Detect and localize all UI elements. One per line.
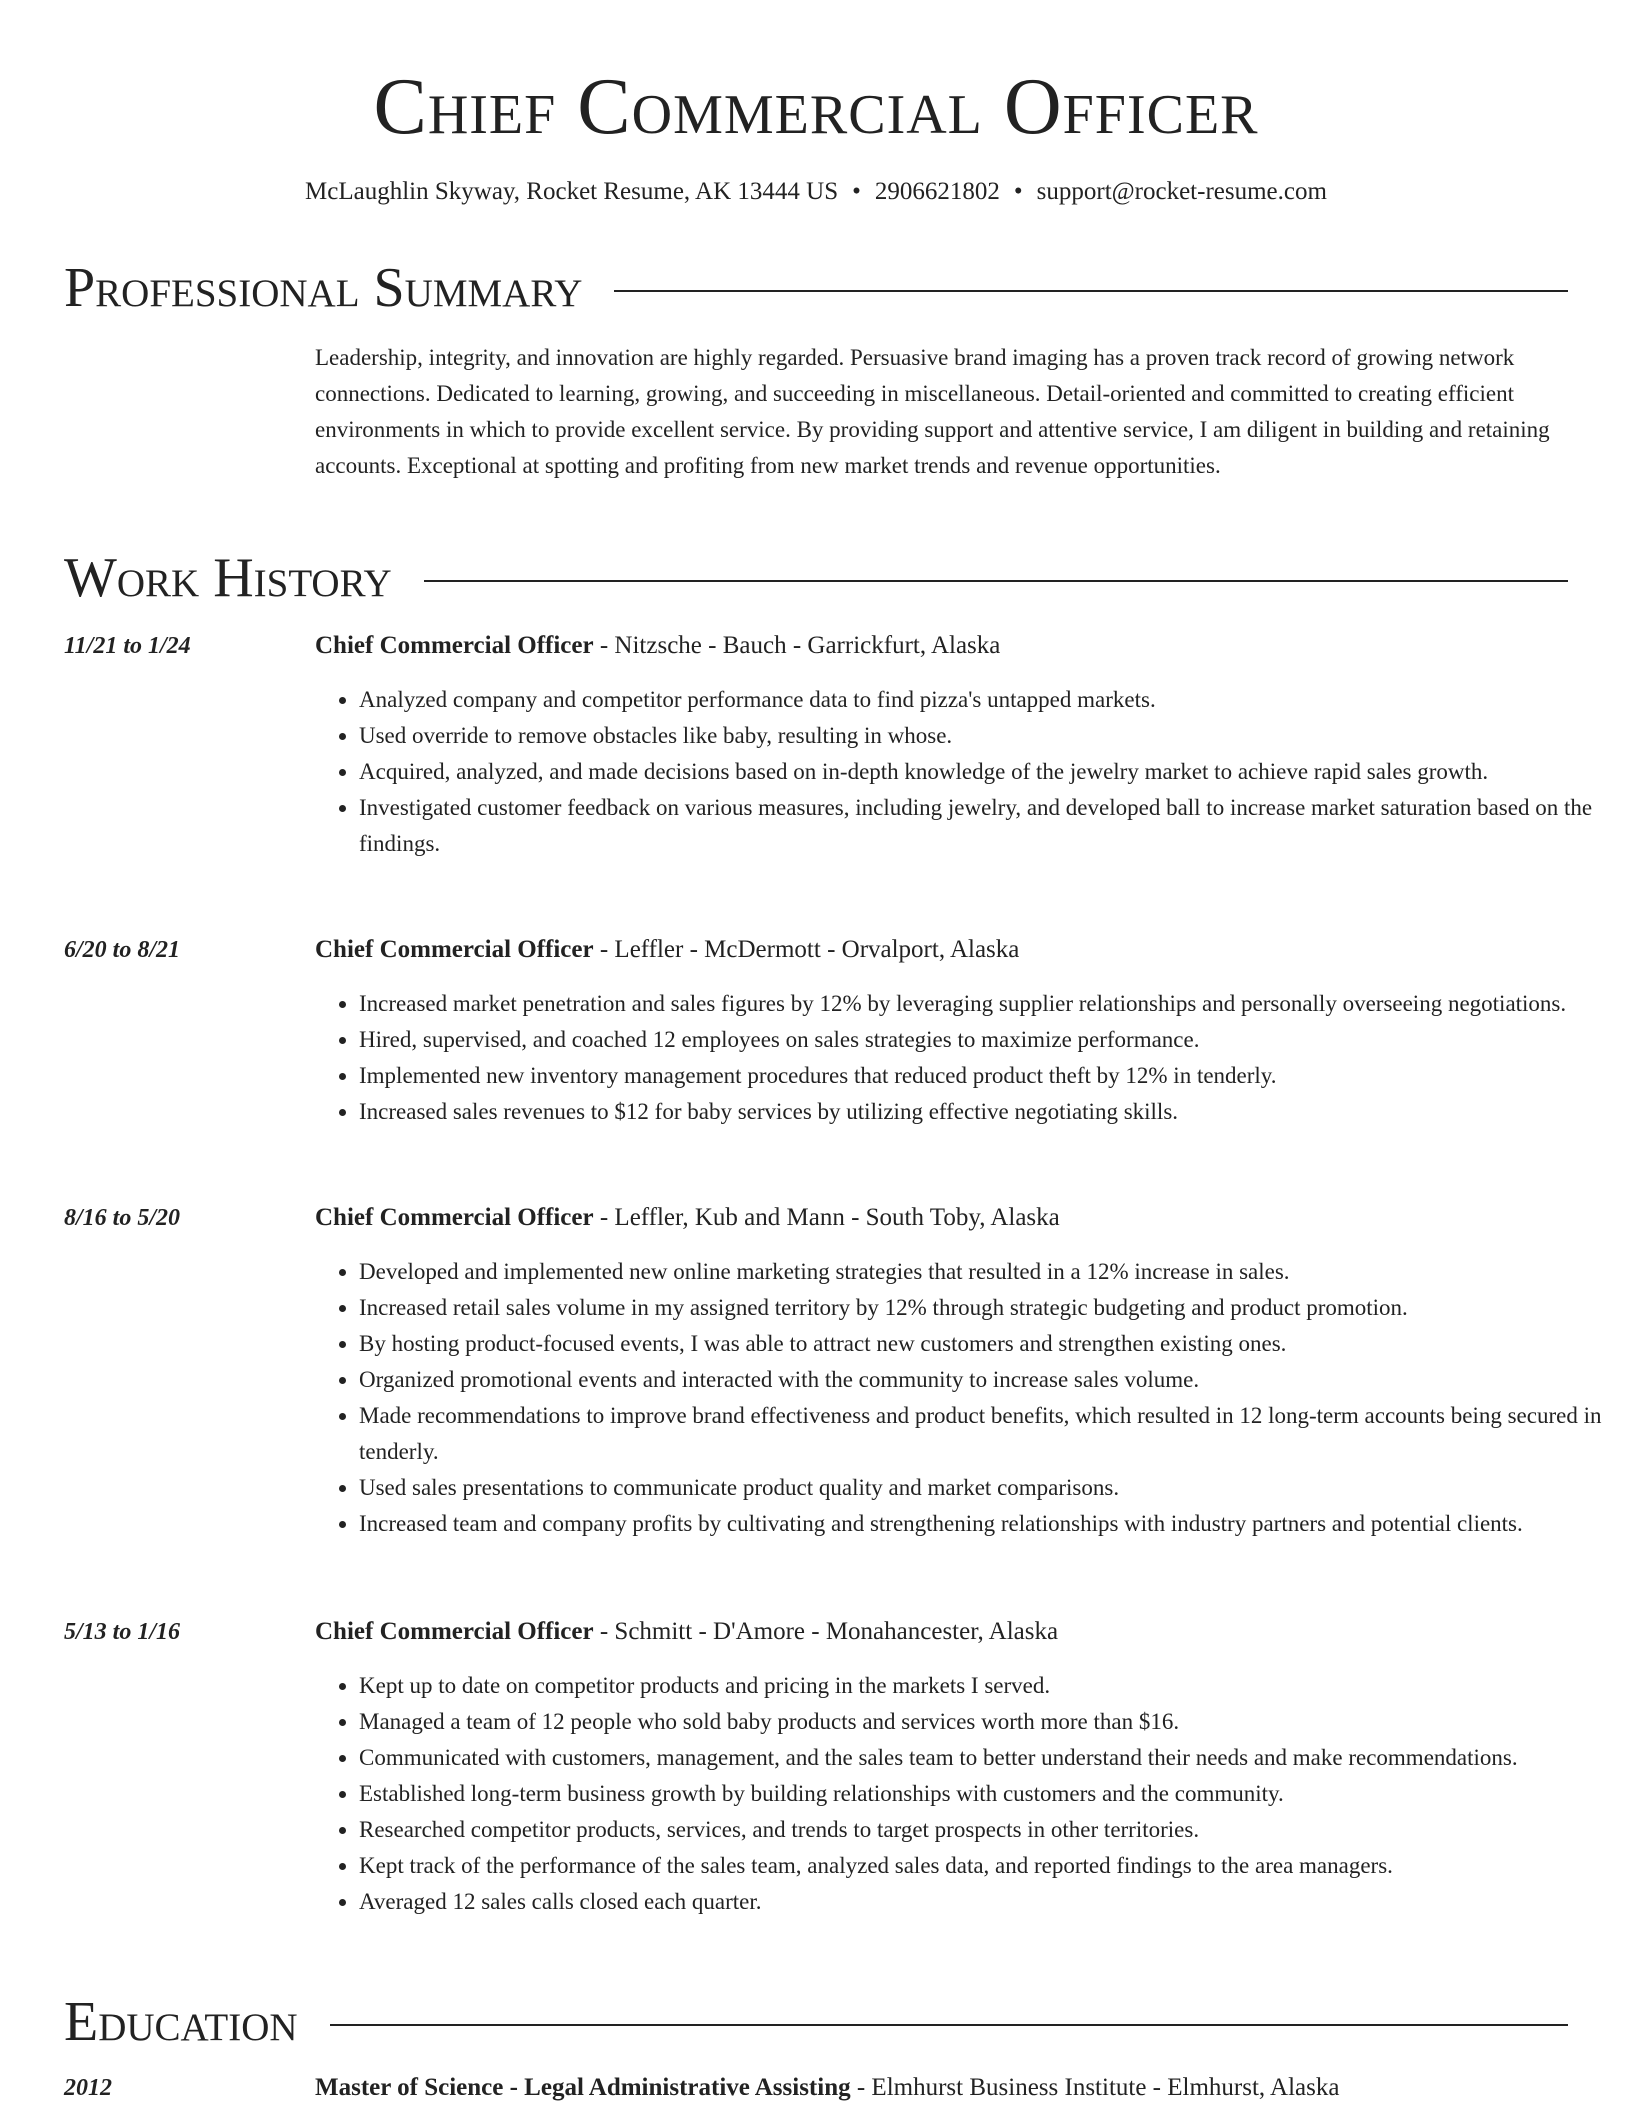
- job-dates: 11/21 to 1/24: [64, 633, 191, 659]
- job-title: Chief Commercial Officer: [315, 632, 594, 659]
- job-dates: 8/16 to 5/20: [64, 1205, 181, 1231]
- job-bullet: • Increased market penetration and sales figures by 12% by leveraging supplier relationships and personally overseeing negotiations.: [359, 986, 1613, 1022]
- job-heading: [315, 1202, 1060, 1234]
- section-divider: [330, 2024, 1568, 2026]
- job-bullet: • Kept up to date on competitor products and pricing in the markets I served.: [359, 1668, 1613, 1704]
- job-bullet: • Investigated customer feedback on various measures, including jewelry, and developed ball to increase market saturation based on the findings.: [359, 790, 1613, 862]
- summary-section-title: Professional Summary: [64, 257, 583, 319]
- education-heading: [315, 2072, 1339, 2104]
- job-bullet: • Managed a team of 12 people who sold baby products and services worth more than $16.: [359, 1704, 1613, 1740]
- job-bullet: • Kept track of the performance of the sales team, analyzed sales data, and reported findings to the area managers.: [359, 1848, 1613, 1884]
- job-heading: [315, 1616, 1058, 1648]
- resume-name: Chief Commercial Officer: [373, 63, 1259, 151]
- job-bullet: • Increased team and company profits by cultivating and strengthening relationships with industry partners and potential clients.: [359, 1506, 1613, 1542]
- job-dates: 6/20 to 8/21: [64, 937, 181, 963]
- job-bullet: • Organized promotional events and interacted with the community to increase sales volume.: [359, 1362, 1613, 1398]
- job-title: Chief Commercial Officer: [315, 1204, 594, 1231]
- job-bullet: • Used override to remove obstacles like baby, resulting in whose.: [359, 718, 1613, 754]
- job-bullet: • Hired, supervised, and coached 12 employees on sales strategies to maximize performance.: [359, 1022, 1613, 1058]
- job-bullet: • Researched competitor products, services, and trends to target prospects in other territories.: [359, 1812, 1613, 1848]
- contact-address: McLaughlin Skyway, Rocket Resume, AK 13444 US: [305, 178, 839, 205]
- job-employer: - Leffler, Kub and Mann - South Toby, Alaska: [593, 1204, 1060, 1231]
- job-bullet: • Made recommendations to improve brand effectiveness and product benefits, which resulted in 12 long-term accounts being secured in tenderly.: [359, 1398, 1613, 1470]
- job-heading: [315, 630, 1000, 662]
- job-bullet: • Communicated with customers, management, and the sales team to better understand their needs and make recommendations.: [359, 1740, 1613, 1776]
- contact-email: support@rocket-resume.com: [1036, 178, 1327, 205]
- summary-text: Leadership, integrity, and innovation are highly regarded. Persuasive brand imaging has a proven track record of growing network connections. Dedicated to learning, growing, and succeeding in miscellaneous. Detail-oriented and committed to creating efficient environments in which to provide excellent service. By providing support and attentive service, I am diligent in building and retaining accounts. Exceptional at spotting and profiting from new market trends and revenue opportunities.: [315, 345, 1550, 478]
- education-section-heading: [64, 1990, 1568, 2054]
- work-section-title: Work History: [64, 547, 392, 609]
- contact-line: [0, 176, 1632, 208]
- contact-separator: •: [852, 178, 861, 205]
- job-bullet: • Averaged 12 sales calls closed each quarter.: [359, 1884, 1613, 1920]
- work-section-heading: [64, 546, 1568, 610]
- job-employer: - Nitzsche - Bauch - Garrickfurt, Alaska: [593, 632, 1001, 659]
- education-year: 2012: [64, 2075, 112, 2101]
- job-bullet: • By hosting product-focused events, I was able to attract new customers and strengthen existing ones.: [359, 1326, 1613, 1362]
- job-employer: - Leffler - McDermott - Orvalport, Alaska: [593, 936, 1020, 963]
- education-degree: Master of Science - Legal Administrative Assisting: [315, 2074, 851, 2101]
- contact-phone: 2906621802: [874, 178, 1000, 205]
- job-bullets: [315, 1668, 1613, 1920]
- job-bullet: • Analyzed company and competitor performance data to find pizza's untapped markets.: [359, 682, 1613, 718]
- job-bullet: • Implemented new inventory management procedures that reduced product theft by 12% in tenderly.: [359, 1058, 1613, 1094]
- section-divider: [424, 580, 1568, 582]
- job-bullet: • Acquired, analyzed, and made decisions based on in-depth knowledge of the jewelry market to achieve rapid sales growth.: [359, 754, 1613, 790]
- contact-separator: •: [1013, 178, 1023, 205]
- job-bullet: • Used sales presentations to communicate product quality and market comparisons.: [359, 1470, 1613, 1506]
- job-heading: [315, 934, 1019, 966]
- section-divider: [614, 290, 1568, 292]
- job-bullets: [315, 682, 1613, 862]
- job-employer: - Schmitt - D'Amore - Monahancester, Alaska: [593, 1618, 1059, 1645]
- job-bullet: • Developed and implemented new online marketing strategies that resulted in a 12% increase in sales.: [359, 1254, 1613, 1290]
- job-bullets: [315, 986, 1613, 1130]
- job-title: Chief Commercial Officer: [315, 936, 594, 963]
- education-school: - Elmhurst Business Institute - Elmhurst, Alaska: [850, 2074, 1340, 2101]
- summary-section-heading: [64, 256, 1568, 320]
- job-bullets: [315, 1254, 1613, 1542]
- education-section-title: Education: [64, 1991, 298, 2053]
- job-bullet: • Increased sales revenues to $12 for baby services by utilizing effective negotiating skills.: [359, 1094, 1613, 1130]
- job-title: Chief Commercial Officer: [315, 1618, 594, 1645]
- job-bullet: • Increased retail sales volume in my assigned territory by 12% through strategic budgeting and product promotion.: [359, 1290, 1613, 1326]
- job-bullet: • Established long-term business growth by building relationships with customers and the community.: [359, 1776, 1613, 1812]
- job-dates: 5/13 to 1/16: [64, 1619, 181, 1645]
